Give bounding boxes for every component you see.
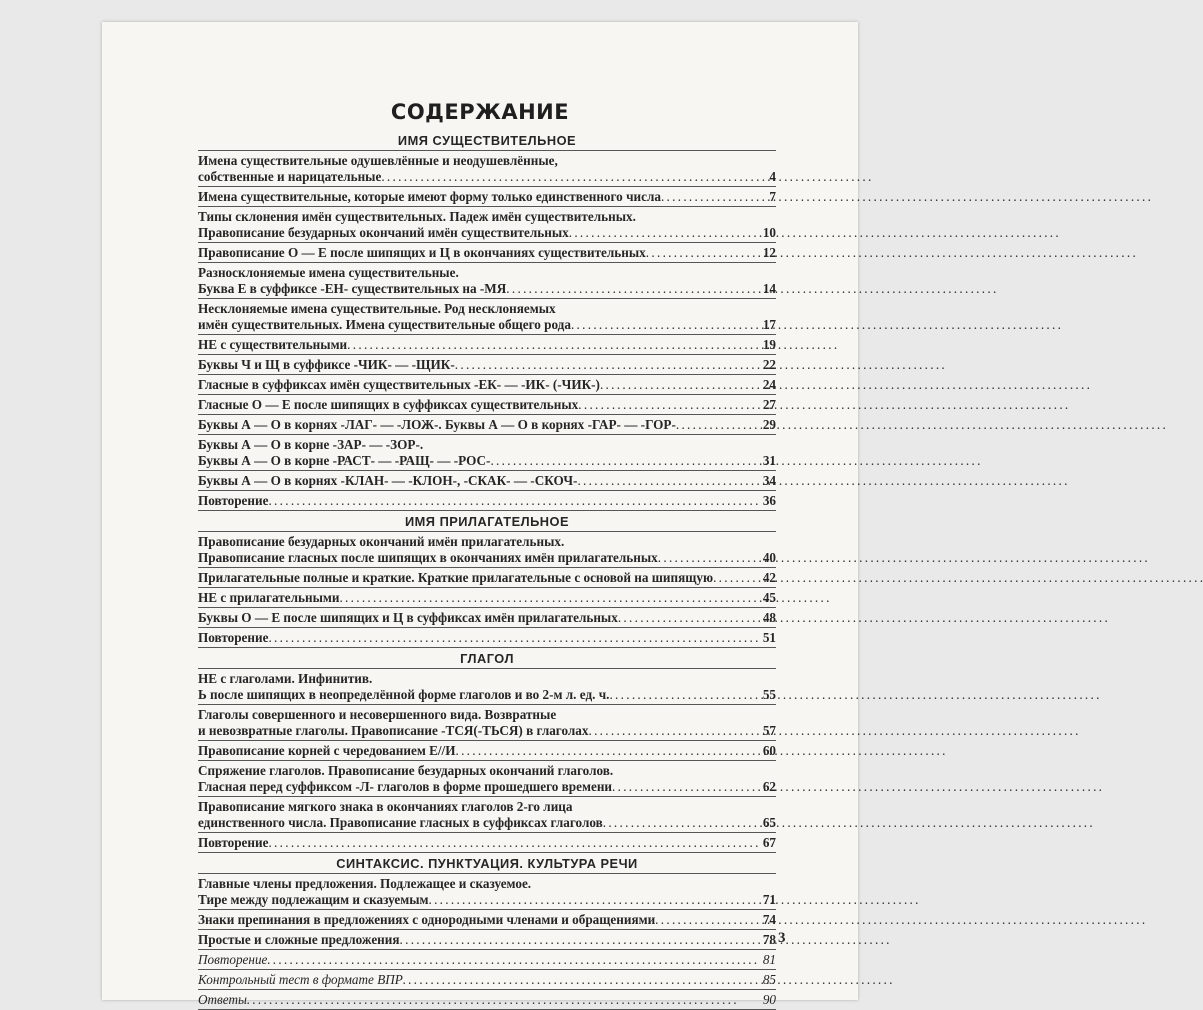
toc-entry	[198, 950, 776, 970]
toc-entry-text: Ответы	[198, 992, 247, 1007]
toc-entry	[198, 930, 776, 950]
toc-entry-page: 14	[762, 281, 776, 296]
dot-leader	[588, 723, 760, 739]
toc-entry-text: Буквы А — О в корнях -ЛАГ- — -ЛОЖ-. Буквы А — О в корнях -ГАР- — -ГОР-	[198, 417, 676, 432]
toc-entry	[198, 207, 776, 243]
toc-entry	[198, 335, 776, 355]
dot-leader	[603, 815, 761, 831]
toc-entry	[198, 532, 776, 568]
dot-leader	[658, 550, 761, 566]
toc-entry	[198, 435, 776, 471]
dot-leader	[428, 892, 760, 908]
toc-entry-text: Гласная перед суффиксом -Л- глаголов в форме прошедшего времени	[198, 779, 613, 794]
toc-entry-text: собственные и нарицательные	[198, 169, 382, 184]
dot-leader	[268, 493, 760, 509]
toc-entry-page: 17	[762, 317, 776, 332]
dot-leader	[381, 169, 767, 185]
toc-entry-text: Буква Е в суффиксе -ЕН- существительных на -МЯ	[198, 281, 507, 296]
toc-entry	[198, 299, 776, 335]
toc-entry	[198, 628, 776, 648]
toc-entry-page: 74	[762, 912, 776, 927]
dot-leader	[455, 357, 761, 373]
toc-entry-text: Спряжение глаголов. Правописание безударных окончаний глаголов.	[198, 763, 614, 778]
toc-entry-text: Гласные в суффиксах имён существительных -ЕК- — -ИК- (-ЧИК-)	[198, 377, 600, 392]
toc-entry-text: Тире между подлежащим и сказуемым	[198, 892, 429, 907]
toc-entry-page: 71	[762, 892, 776, 907]
table-of-contents	[198, 130, 776, 1010]
toc-entry-page: 85	[762, 972, 776, 987]
toc-entry-page: 60	[762, 743, 776, 758]
toc-entry	[198, 705, 776, 741]
dot-leader	[268, 630, 760, 646]
toc-entry-text: Знаки препинания в предложениях с однородными членами и обращениями	[198, 912, 656, 927]
toc-entry-text: Правописание мягкого знака в окончаниях глаголов 2-го лица	[198, 799, 573, 814]
dot-leader	[578, 397, 761, 413]
toc-entry	[198, 797, 776, 833]
dot-leader	[661, 189, 767, 205]
page-title: СОДЕРЖАНИЕ	[390, 100, 570, 124]
toc-entry	[198, 395, 776, 415]
toc-entry-text: Глаголы совершенного и несовершенного вида. Возвратные	[198, 707, 557, 722]
toc-entry	[198, 151, 776, 187]
toc-entry-text: Простые и сложные предложения	[198, 932, 400, 947]
toc-entry-text: Буквы А — О в корнях -КЛАН- — -КЛОН-, -СКАК- — -СКОЧ-	[198, 473, 578, 488]
dot-leader	[506, 281, 761, 297]
toc-entry-page: 12	[762, 245, 776, 260]
toc-entry-page: 19	[762, 337, 776, 352]
section-title: ИМЯ ПРИЛАГАТЕЛЬНОЕ	[198, 511, 776, 532]
toc-entry	[198, 491, 776, 511]
toc-entry	[198, 833, 776, 853]
toc-entry-text: Буквы А — О в корне -ЗАР- — -ЗОР-.	[198, 437, 424, 452]
dot-leader	[577, 473, 760, 489]
dot-leader	[571, 317, 761, 333]
document-page	[102, 22, 858, 1007]
toc-entry-text: единственного числа. Правописание гласных в суффиксах глаголов	[198, 815, 603, 830]
toc-entry-text: Разносклоняемые имена существительные.	[198, 265, 459, 280]
toc-entry-text: Главные члены предложения. Подлежащее и сказуемое.	[198, 876, 532, 891]
toc-entry	[198, 761, 776, 797]
toc-entry-text: Правописание безударных окончаний имён существительных	[198, 225, 569, 240]
dot-leader	[490, 453, 760, 469]
toc-entry-page: 24	[762, 377, 776, 392]
toc-entry-page: 22	[762, 357, 776, 372]
toc-entry-text: имён существительных. Имена существительные общего рода	[198, 317, 571, 332]
toc-entry	[198, 588, 776, 608]
toc-entry-page: 81	[762, 952, 776, 967]
toc-entry-text: Гласные О — Е после шипящих в суффиксах существительных	[198, 397, 579, 412]
dot-leader	[268, 835, 760, 851]
toc-entry	[198, 243, 776, 263]
toc-entry-page: 51	[762, 630, 776, 645]
toc-entry	[198, 568, 776, 588]
toc-entry	[198, 415, 776, 435]
toc-entry-page: 55	[762, 687, 776, 702]
dot-leader	[612, 779, 761, 795]
toc-entry	[198, 375, 776, 395]
dot-leader	[609, 687, 760, 703]
toc-entry-page: 10	[762, 225, 776, 240]
toc-entry-page: 31	[762, 453, 776, 468]
toc-entry-text: Буквы О — Е после шипящих и Ц в суффиксах имён прилагательных	[198, 610, 618, 625]
toc-entry	[198, 741, 776, 761]
dot-leader	[455, 743, 760, 759]
toc-entry-page: 48	[762, 610, 776, 625]
section-title: ГЛАГОЛ	[198, 648, 776, 669]
toc-entry-page: 34	[762, 473, 776, 488]
toc-entry-page: 62	[762, 779, 776, 794]
dot-leader	[267, 952, 760, 968]
toc-entry-text: Ь после шипящих в неопределённой форме глаголов и во 2-м л. ед. ч.	[198, 687, 610, 702]
dot-leader	[400, 932, 761, 948]
toc-entry	[198, 608, 776, 628]
toc-entry-page: 29	[762, 417, 776, 432]
toc-entry-text: Правописание О — Е после шипящих и Ц в окончаниях существительных	[198, 245, 646, 260]
toc-entry-page: 42	[762, 570, 776, 585]
toc-entry-page: 36	[762, 493, 776, 508]
toc-entry-text: Правописание корней с чередованием Е//И	[198, 743, 456, 758]
toc-entry-text: Повторение	[198, 952, 268, 967]
toc-entry	[198, 874, 776, 910]
page-number: 3	[778, 930, 786, 946]
section-title: ИМЯ СУЩЕСТВИТЕЛЬНОЕ	[198, 130, 776, 151]
toc-entry-text: Имена существительные, которые имеют форму только единственного числа	[198, 189, 661, 204]
dot-leader	[600, 377, 761, 393]
toc-entry-text: Буквы Ч и Щ в суффиксе -ЧИК- — -ЩИК-	[198, 357, 455, 372]
toc-entry-page: 27	[762, 397, 776, 412]
toc-entry-page: 90	[762, 992, 776, 1007]
toc-entry-text: НЕ с существительными	[198, 337, 348, 352]
toc-entry-page: 78	[762, 932, 776, 947]
toc-entry	[198, 355, 776, 375]
toc-entry	[198, 471, 776, 491]
toc-entry	[198, 187, 776, 207]
dot-leader	[646, 245, 761, 261]
toc-entry-text: и невозвратные глаголы. Правописание -ТСЯ(-ТЬСЯ) в глаголах	[198, 723, 589, 738]
toc-entry	[198, 669, 776, 705]
toc-entry-text: Буквы А — О в корне -РАСТ- — -РАЩ- — -РОС-	[198, 453, 491, 468]
toc-entry-text: НЕ с прилагательными	[198, 590, 340, 605]
toc-entry-text: Несклоняемые имена существительные. Род несклоняемых	[198, 301, 556, 316]
dot-leader	[347, 337, 761, 353]
dot-leader	[713, 570, 761, 586]
toc-entry-text: Повторение	[198, 493, 269, 508]
toc-entry-page: 40	[762, 550, 776, 565]
section-title: СИНТАКСИС. ПУНКТУАЦИЯ. КУЛЬТУРА РЕЧИ	[198, 853, 776, 874]
toc-entry	[198, 990, 776, 1010]
toc-entry	[198, 263, 776, 299]
toc-entry-page: 65	[762, 815, 776, 830]
toc-entry-page: 57	[762, 723, 776, 738]
dot-leader	[618, 610, 761, 626]
dot-leader	[569, 225, 761, 241]
toc-entry-text: Контрольный тест в формате ВПР	[198, 972, 403, 987]
toc-entry-text: Правописание безударных окончаний имён прилагательных.	[198, 534, 565, 549]
dot-leader	[676, 417, 761, 433]
toc-entry-text: Повторение	[198, 630, 269, 645]
dot-leader	[339, 590, 760, 606]
dot-leader	[247, 992, 761, 1008]
toc-entry-text: Типы склонения имён существительных. Падеж имён существительных.	[198, 209, 636, 224]
toc-entry-text: Повторение	[198, 835, 269, 850]
toc-entry-text: Имена существительные одушевлённые и неодушевлённые,	[198, 153, 558, 168]
toc-entry-text: Правописание гласных после шипящих в окончаниях имён прилагательных	[198, 550, 658, 565]
toc-entry-page: 67	[762, 835, 776, 850]
toc-entry-text: НЕ с глаголами. Инфинитив.	[198, 671, 373, 686]
dot-leader	[655, 912, 761, 928]
toc-entry-page: 45	[762, 590, 776, 605]
toc-entry-page: 4	[769, 169, 776, 184]
toc-entry	[198, 970, 776, 990]
toc-entry-text: Прилагательные полные и краткие. Краткие прилагательные с основой на шипящую	[198, 570, 714, 585]
dot-leader	[403, 972, 761, 988]
toc-entry	[198, 910, 776, 930]
toc-entry-page: 7	[769, 189, 776, 204]
